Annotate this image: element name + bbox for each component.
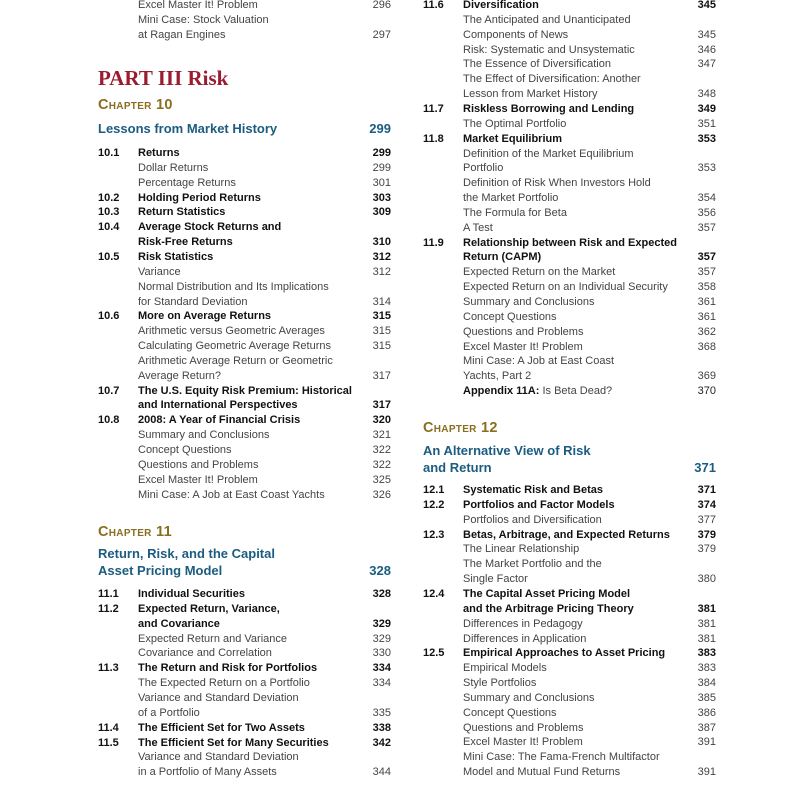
- toc-entry: [423, 765, 716, 780]
- page-number: 356: [697, 206, 716, 219]
- page-number: 322: [372, 444, 391, 456]
- page-number: 353: [697, 132, 716, 145]
- toc-entry: [98, 473, 391, 488]
- toc-entry: [423, 706, 716, 721]
- subsection-title: Variance: [138, 265, 181, 278]
- section-title: Returns: [138, 147, 180, 159]
- section-title: Return Statistics: [138, 206, 226, 219]
- page-number: 368: [697, 340, 716, 353]
- toc-entry: [98, 676, 391, 691]
- subsection-title: Components of News: [463, 28, 569, 41]
- page-number: 374: [697, 498, 716, 511]
- subsection-title: Summary and Conclusions: [138, 429, 270, 442]
- chapter-page: 328: [369, 562, 391, 578]
- section-title: Individual Securities: [138, 588, 245, 600]
- toc-entry: [423, 646, 716, 661]
- page-number: 347: [697, 58, 716, 71]
- subsection-title: at Ragan Engines: [138, 28, 226, 41]
- toc-entry: [98, 176, 391, 191]
- subsection-title: Covariance and Correlation: [138, 647, 272, 660]
- section-title: Riskless Borrowing and Lending: [463, 102, 635, 115]
- page-number: 349: [697, 102, 716, 115]
- chapter-label: Chapter 11: [98, 524, 172, 540]
- toc-entry: [98, 265, 391, 280]
- toc-entry: [98, 428, 391, 443]
- section-title: Relationship between Risk and Expected: [463, 236, 677, 249]
- subsection-title: Excel Master It! Problem: [138, 473, 258, 486]
- subsection-title: Differences in Pedagogy: [463, 617, 583, 630]
- subsection-title: Mini Case: The Fama-French Multifactor: [463, 751, 660, 764]
- page-number: 361: [697, 296, 716, 308]
- toc-entry: [98, 602, 391, 617]
- page-number: 315: [372, 340, 391, 353]
- page-number: 299: [372, 161, 391, 174]
- section-title: The Return and Risk for Portfolios: [138, 662, 318, 675]
- section-title: Systematic Risk and Betas: [463, 484, 604, 496]
- subsection-title: The Linear Relationship: [463, 543, 580, 556]
- page-number: 387: [697, 721, 716, 734]
- subsection-title: A Test: [463, 221, 493, 234]
- section-number: 11.8: [423, 132, 444, 145]
- toc-entry: [423, 587, 716, 602]
- toc-entry: [423, 117, 716, 132]
- page-number: 335: [372, 706, 391, 719]
- subsection-title: Portfolio: [463, 162, 504, 175]
- toc-entry: [423, 513, 716, 528]
- toc-entry: [423, 354, 716, 369]
- toc-entry: [98, 587, 391, 602]
- section-title: Holding Period Returns: [138, 191, 261, 204]
- subsection-title: Summary and Conclusions: [463, 691, 595, 704]
- toc-entry: [423, 340, 716, 355]
- toc-entry: [423, 176, 716, 191]
- toc-entry: [423, 13, 716, 28]
- section-number: 10.8: [98, 414, 120, 427]
- subsection-title: Excel Master It! Problem: [463, 340, 583, 353]
- subsection-title: Expected Return and Variance: [138, 632, 287, 645]
- page-number: 320: [372, 414, 391, 427]
- page-number: 315: [372, 310, 391, 323]
- page-number: 384: [697, 677, 716, 690]
- section-number: 10.6: [98, 310, 120, 323]
- page-number: 322: [372, 458, 391, 471]
- section-title: Risk-Free Returns: [138, 236, 233, 249]
- toc-entry: [423, 87, 716, 102]
- page-number: 314: [372, 295, 391, 308]
- subsection-title: Variance and Standard Deviation: [138, 691, 299, 704]
- page-number: 369: [697, 370, 716, 383]
- section-title: The Efficient Set for Many Securities: [138, 736, 329, 749]
- toc-entry: [98, 280, 391, 295]
- toc-entry: [98, 736, 391, 751]
- page-number: 357: [697, 251, 716, 264]
- section-number: 12.3: [423, 528, 445, 541]
- subsection-title: The Formula for Beta: [463, 206, 567, 219]
- page-number: 329: [372, 632, 391, 645]
- subsection-title: The Expected Return on a Portfolio: [138, 677, 310, 690]
- page-number: 385: [697, 691, 716, 704]
- toc-entry: [98, 661, 391, 676]
- toc-entry: [98, 398, 391, 413]
- subsection-title: Differences in Application: [463, 632, 587, 645]
- section-number: 11.6: [423, 0, 444, 11]
- toc-entry: [423, 191, 716, 206]
- section-title: Risk Statistics: [138, 250, 214, 263]
- subsection-title: Questions and Problems: [463, 721, 584, 734]
- section-title: Return (CAPM): [463, 251, 542, 264]
- toc-entry: [98, 632, 391, 647]
- subsection-title: of a Portfolio: [138, 706, 200, 719]
- toc-entry: [423, 43, 716, 58]
- toc-entry: [98, 617, 391, 632]
- subsection-title: Excel Master It! Problem: [463, 736, 583, 749]
- toc-entry: [423, 691, 716, 706]
- toc-entry: [423, 750, 716, 765]
- subsection-title: Portfolios and Diversification: [463, 513, 602, 526]
- toc-entry: [423, 250, 716, 265]
- toc-entry: [98, 161, 391, 176]
- toc-entry: [423, 384, 716, 399]
- subsection-title: Definition of the Market Equilibrium: [463, 147, 634, 160]
- chapter-title-line: Return, Risk, and the Capital: [98, 546, 275, 561]
- toc-entry: [423, 572, 716, 587]
- section-title: and Covariance: [138, 617, 220, 630]
- toc-entry: [423, 721, 716, 736]
- toc-entry: [98, 28, 391, 43]
- section-number: 11.5: [98, 736, 119, 749]
- toc-entry: [423, 0, 716, 13]
- toc-entry: [423, 310, 716, 325]
- toc-entry: [423, 221, 716, 236]
- page-number: 371: [697, 484, 716, 496]
- chapter-title-text: Lessons from Market History: [98, 121, 278, 136]
- section-number: 12.4: [423, 587, 445, 600]
- page-number: 381: [697, 602, 716, 615]
- page-number: 353: [697, 162, 716, 175]
- chapter-label: Chapter 10: [98, 97, 173, 113]
- appendix-label: Appendix 11A:: [463, 385, 540, 398]
- subsection-title: the Market Portfolio: [463, 192, 559, 205]
- page-number: 334: [372, 677, 391, 690]
- section-title: Empirical Approaches to Asset Pricing: [463, 647, 666, 660]
- subsection-title: Arithmetic versus Geometric Averages: [138, 325, 325, 338]
- page-number: 383: [697, 647, 716, 660]
- subsection-title: Arithmetic Average Return or Geometric: [138, 354, 333, 367]
- toc-entry: [423, 325, 716, 340]
- appendix-title: Is Beta Dead?: [539, 385, 613, 398]
- page-number: 348: [697, 88, 716, 101]
- subsection-title: Empirical Models: [463, 662, 547, 675]
- page-number: 344: [372, 766, 391, 779]
- toc-entry: [423, 676, 716, 691]
- page-number: 296: [372, 0, 391, 11]
- subsection-title: Mini Case: A Job at East Coast Yachts: [138, 488, 325, 501]
- subsection-title: Single Factor: [463, 573, 528, 586]
- toc-entry: [98, 750, 391, 765]
- page-number: 351: [697, 117, 716, 130]
- chapter-label: Chapter 12: [423, 420, 498, 436]
- section-number: 11.7: [423, 102, 444, 115]
- toc-entry: [423, 369, 716, 384]
- section-title: Betas, Arbitrage, and Expected Returns: [463, 528, 670, 541]
- page-number: 303: [372, 191, 391, 204]
- toc-entry: [423, 632, 716, 647]
- page-number: 325: [372, 473, 391, 486]
- toc-entry: [423, 617, 716, 632]
- subsection-title: The Essence of Diversification: [463, 58, 611, 71]
- page-number: 357: [697, 266, 716, 279]
- page-number: 321: [372, 429, 391, 442]
- page-number: 312: [372, 265, 391, 278]
- page-number: 362: [697, 325, 716, 338]
- toc-entry: [98, 13, 391, 28]
- toc-entry: [423, 528, 716, 543]
- section-number: 10.2: [98, 191, 120, 204]
- page-number: 301: [372, 176, 391, 189]
- page-number: 380: [697, 573, 716, 586]
- subsection-title: for Standard Deviation: [138, 295, 248, 308]
- toc-entry: [423, 236, 716, 251]
- section-number: 10.7: [98, 384, 120, 397]
- toc-entry: [98, 369, 391, 384]
- section-title: The U.S. Equity Risk Premium: Historical: [138, 384, 352, 397]
- subsection-title: Questions and Problems: [463, 325, 584, 338]
- toc-entry: [98, 458, 391, 473]
- subsection-title: The Effect of Diversification: Another: [463, 73, 641, 86]
- section-number: 10.5: [98, 250, 120, 263]
- subsection-title: Percentage Returns: [138, 176, 236, 189]
- page-number: 309: [372, 206, 391, 219]
- toc-entry: [98, 721, 391, 736]
- section-title: The Efficient Set for Two Assets: [138, 721, 305, 734]
- subsection-title: Mini Case: Stock Valuation: [138, 13, 269, 26]
- page-number: 345: [697, 0, 716, 11]
- section-title: and the Arbitrage Pricing Theory: [463, 602, 634, 615]
- toc-entry: [423, 132, 716, 147]
- page-number: 386: [697, 706, 716, 719]
- toc-entry: [423, 557, 716, 572]
- chapter-title: [423, 443, 716, 476]
- subsection-title: The Optimal Portfolio: [463, 117, 567, 130]
- subsection-title: Variance and Standard Deviation: [138, 751, 299, 764]
- toc-entry: [98, 0, 391, 13]
- subsection-title: Concept Questions: [463, 706, 557, 719]
- page-number: 383: [697, 662, 716, 675]
- toc-entry: [423, 602, 716, 617]
- entry-title: [463, 384, 682, 399]
- subsection-title: Mini Case: A Job at East Coast: [463, 355, 615, 368]
- section-number: 10.4: [98, 221, 120, 234]
- section-number: 11.3: [98, 662, 119, 675]
- page-number: 328: [372, 588, 391, 600]
- toc-entry: [423, 265, 716, 280]
- section-title: 2008: A Year of Financial Crisis: [138, 414, 301, 427]
- page-number: 345: [697, 28, 716, 41]
- page-number: 297: [372, 28, 391, 41]
- toc-entry: [98, 691, 391, 706]
- toc-entry: [423, 206, 716, 221]
- toc-entry: [98, 205, 391, 220]
- toc-entry: [423, 661, 716, 676]
- section-number: 10.1: [98, 147, 120, 159]
- section-title: More on Average Returns: [138, 310, 272, 323]
- page-number: 310: [372, 236, 391, 249]
- subsection-title: Expected Return on the Market: [463, 266, 616, 279]
- chapter-title-line: An Alternative View of Risk: [423, 443, 591, 458]
- subsection-title: in a Portfolio of Many Assets: [138, 766, 277, 779]
- page-number: 391: [697, 766, 716, 779]
- section-title: and International Perspectives: [138, 399, 298, 412]
- toc-entry: [98, 384, 391, 399]
- section-title: Portfolios and Factor Models: [463, 498, 615, 511]
- section-number: 11.1: [98, 588, 119, 600]
- subsection-title: Excel Master It! Problem: [138, 0, 258, 11]
- subsection-title: Style Portfolios: [463, 677, 537, 690]
- toc-entry: [423, 72, 716, 87]
- page-number: 326: [372, 488, 391, 501]
- toc-entry: [98, 191, 391, 206]
- section-number: 11.2: [98, 602, 119, 615]
- subsection-title: Concept Questions: [463, 310, 557, 323]
- page-number: 379: [697, 543, 716, 556]
- subsection-title: Model and Mutual Fund Returns: [463, 766, 621, 779]
- page-number: 357: [697, 221, 716, 234]
- page-number: 299: [372, 147, 391, 159]
- part-title: PART III Risk: [98, 66, 229, 90]
- page-number: 330: [372, 647, 391, 660]
- toc-entry: [98, 646, 391, 661]
- page-number: 354: [697, 192, 716, 205]
- page-number: 370: [697, 385, 716, 398]
- toc-entry: [98, 413, 391, 428]
- page-number: 381: [697, 632, 716, 645]
- subsection-title: Summary and Conclusions: [463, 296, 595, 308]
- page-number: 334: [372, 662, 391, 675]
- page-number: 346: [697, 43, 716, 56]
- subsection-title: Expected Return on an Individual Security: [463, 281, 668, 294]
- toc-entry: [98, 324, 391, 339]
- toc-entry: [98, 765, 391, 780]
- chapter-title: [98, 546, 391, 579]
- page-number: 381: [697, 617, 716, 630]
- page-number: 317: [372, 399, 391, 412]
- section-title: The Capital Asset Pricing Model: [463, 587, 631, 600]
- page-number: 377: [697, 513, 716, 526]
- subsection-title: Yachts, Part 2: [463, 370, 532, 383]
- toc-entry: [98, 354, 391, 369]
- toc-entry: [98, 488, 391, 503]
- subsection-title: Calculating Geometric Average Returns: [138, 340, 332, 353]
- section-number: 12.5: [423, 647, 445, 660]
- toc-entry: [423, 28, 716, 43]
- section-number: 12.2: [423, 498, 445, 511]
- toc-entry: [423, 498, 716, 513]
- toc-entry: [423, 147, 716, 162]
- subsection-title: Questions and Problems: [138, 458, 259, 471]
- section-number: 12.1: [423, 484, 445, 496]
- subsection-title: Concept Questions: [138, 444, 232, 456]
- subsection-title: The Market Portfolio and the: [463, 558, 602, 571]
- subsection-title: Definition of Risk When Investors Hold: [463, 177, 651, 190]
- toc-entry: [423, 161, 716, 176]
- chapter-title-line: Asset Pricing Model: [98, 562, 223, 578]
- page-number: 361: [697, 310, 716, 323]
- page-number: 317: [372, 369, 391, 382]
- toc-entry: [423, 57, 716, 72]
- page-number: 358: [697, 281, 716, 294]
- chapter-page: 371: [694, 459, 716, 475]
- page-number: 338: [372, 721, 391, 734]
- section-title: Diversification: [463, 0, 539, 11]
- page-number: 342: [372, 736, 391, 749]
- subsection-title: Lesson from Market History: [463, 88, 598, 101]
- section-number: 10.3: [98, 206, 120, 219]
- toc-entry: [98, 339, 391, 354]
- toc-entry: [423, 295, 716, 310]
- page-number: 315: [372, 325, 391, 338]
- subsection-title: Risk: Systematic and Unsystematic: [463, 43, 635, 56]
- toc-entry: [98, 235, 391, 250]
- toc-entry: [423, 102, 716, 117]
- toc-entry: [423, 483, 716, 498]
- section-number: 11.9: [423, 236, 444, 249]
- subsection-title: Dollar Returns: [138, 161, 209, 174]
- toc-entry: [423, 542, 716, 557]
- toc-entry: [98, 220, 391, 235]
- section-number: 11.4: [98, 721, 119, 734]
- toc-entry: [98, 706, 391, 721]
- subsection-title: Normal Distribution and Its Implications: [138, 280, 329, 293]
- page-number: 312: [372, 250, 391, 263]
- page-number: 329: [372, 617, 391, 630]
- toc-entry: [423, 280, 716, 295]
- page-number: 391: [697, 736, 716, 749]
- section-title: Average Stock Returns and: [138, 221, 282, 234]
- toc-entry: [423, 735, 716, 750]
- toc-entry: [98, 443, 391, 458]
- chapter-page: 299: [369, 121, 391, 136]
- chapter-title-line: and Return: [423, 459, 492, 475]
- page-number: 379: [697, 528, 716, 541]
- section-title: Market Equilibrium: [463, 132, 563, 145]
- toc-entry: [98, 146, 391, 161]
- toc-entry: [98, 250, 391, 265]
- toc-entry: [98, 295, 391, 310]
- subsection-title: The Anticipated and Unanticipated: [463, 13, 631, 26]
- chapter-title: [98, 121, 391, 138]
- toc-entry: [98, 309, 391, 324]
- subsection-title: Average Return?: [138, 369, 221, 382]
- section-title: Expected Return, Variance,: [138, 602, 280, 615]
